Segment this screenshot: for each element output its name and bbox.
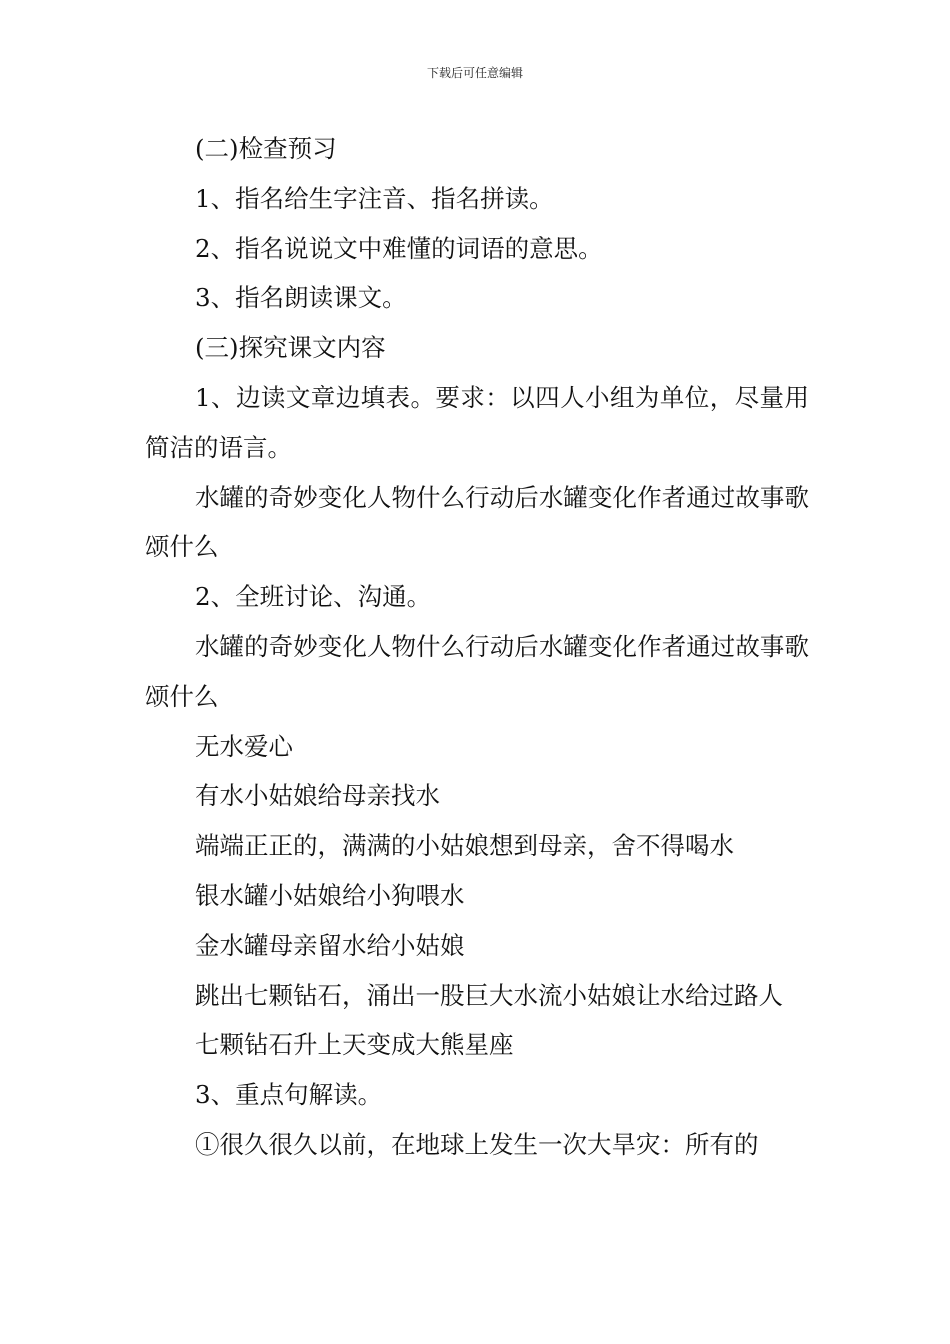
paragraph: 1、边读文章边填表。要求：以四人小组为单位，尽量用简洁的语言。 [145,382,809,462]
paragraph: 3、指名朗读课文。 [195,283,407,313]
paragraph: 2、指名说说文中难懂的词语的意思。 [195,233,603,263]
page-header: 下载后可任意编辑 [426,66,523,80]
table-line: 七颗钻石升上天变成大熊星座 [195,1030,514,1060]
paragraph: 3、重点句解读。 [195,1080,383,1110]
paragraph: 2、全班讨论、沟通。 [195,582,432,612]
paragraph: ①很久很久以前，在地球上发生一次大旱灾：所有的 [195,1129,759,1159]
table-line: 有水小姑娘给母亲找水 [195,781,440,811]
table-line: 银水罐小姑娘给小狗喂水 [195,880,465,910]
paragraph: 水罐的奇妙变化人物什么行动后水罐变化作者通过故事歌颂什么 [145,631,809,711]
table-line: 无水爱心 [195,731,293,761]
table-line: 端端正正的，满满的小姑娘想到母亲，舍不得喝水 [195,831,734,861]
section-heading: (二)检查预习 [195,134,337,163]
document-body [145,124,809,1170]
paragraph: 水罐的奇妙变化人物什么行动后水罐变化作者通过故事歌颂什么 [145,482,809,562]
section-heading: (三)探究课文内容 [195,333,386,363]
paragraph: 1、指名给生字注音、指名拼读。 [195,183,554,213]
table-line: 跳出七颗钻石，涌出一股巨大水流小姑娘让水给过路人 [195,980,783,1010]
table-line: 金水罐母亲留水给小姑娘 [195,930,465,960]
